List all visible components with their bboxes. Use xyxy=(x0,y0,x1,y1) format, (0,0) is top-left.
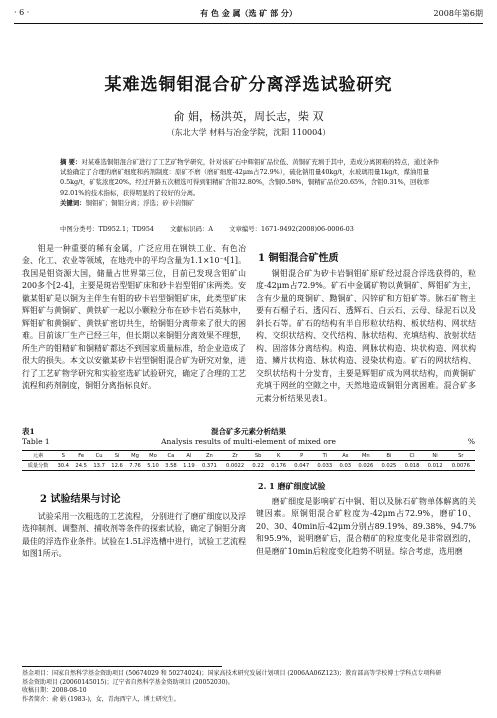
subsection-2-1-heading: 2. 1 磨矿细度试验 xyxy=(258,481,326,491)
footnote-rule xyxy=(22,666,222,667)
header-rule xyxy=(14,23,483,24)
table-1-title: 混合矿多元素分析结果 xyxy=(211,427,286,436)
table-1-unit: % xyxy=(467,437,475,446)
table-cell: 13.7 xyxy=(90,461,108,471)
table-header-cell: Ca xyxy=(162,451,180,461)
table-cell: 0.018 xyxy=(400,461,423,471)
journal-name: 有 色 金 属（选 矿 部 分） xyxy=(200,8,297,18)
table-header-element: 元素 xyxy=(22,451,54,461)
table-header-cell: Al xyxy=(180,451,198,461)
intro-paragraph: 钼是一种重要的稀有金属，广泛应用在钢铁工业、有色冶金、化工、农业等领域，在地壳中的平均含量为1.1×10⁻⁴[1]。我国是钼资源大国，储量占世界第三位，目前已发现含钼矿山200多个[2-4]，主要是斑岩型钼矿床和砂卡岩型钼矿床两类。安徽某钼矿是以铜为主伴生有钼的矽卡岩型铜钼矿床，此类型矿床辉钼矿与黄铜矿、黄铁矿一起以小颗粒分布在砂卡岩石英脉中，辉钼矿和黄铜矿、黄铁矿密切共生，给铜钼分离带来了很大的困难。目前该厂生产已经三年，但长期以来铜钼分离效果不理想，所生产的钼精矿和铜精矿都达不到国家质量标准，给企业造成了很大的损失。本文以安徽某矽卡岩型铜钼混合矿为研究对象，进行了工艺矿物学研究和实验室选矿试验研究，确定了合理的工艺流程和药剂制度，铜钼分离指标良好。 xyxy=(22,244,246,390)
section-1-text: 铜钼混合矿为矽卡岩铜钼矿原矿经过混合浮选获得的，粒度-42μm占72.9%。矿石中金属矿物以黄铜矿、辉钼矿为主，含有少量的斑铜矿、黝铜矿、闪锌矿和方铅矿等。脉石矿物主要有石榴子石、透闪石、透辉石、白云石、云母、绿泥石以及斜长石等。矿石的结构有半自形粒状结构、板状结构、网状结构、交织状结构、交代结构、脉状结构、充填结构、放射状结构、固溶体分离结构。构造、网脉状构造、块状构造、网状构造、鳞片状构造、脉状构造、浸染状构造。矿石的网状结构、交织状结构十分发育，主要是辉钼矿成为网状结构，而黄铜矿充填于网丝的空隙之中，天然地造成铜钼分离困难。混合矿多元素分析结果见表1。 xyxy=(256,269,476,403)
table-cell: 0.371 xyxy=(198,461,221,471)
table-header-cell: Fe xyxy=(72,451,90,461)
table-header-cell: S xyxy=(54,451,72,461)
table-cell: 0.03 xyxy=(336,461,354,471)
clc-number: 中图分类号：TD952.1；TD954 xyxy=(60,225,154,233)
table-cell: 30.4 xyxy=(54,461,72,471)
section-2-text: 试验采用一次粗选的工艺流程， 分别进行了磨矿细度以及浮选抑制剂、调整剂、捕收剂等条件的探索试验，确定了铜钼分离最佳的浮选作业条件。试验在1.5L浮选槽中进行，试验工艺流程如图1所示。 xyxy=(22,512,246,559)
author-bio: 作者简介：俞 娟 (1983-)，女，青海西宁人，博士研究生。 xyxy=(22,695,180,703)
section-1-heading: 1 铜钼混合矿性质 xyxy=(258,253,339,264)
issue-label: 2008年第6期 xyxy=(433,9,483,18)
table-cell: 12.6 xyxy=(108,461,126,471)
running-header xyxy=(14,8,483,22)
document-code: 文献标识码：A xyxy=(170,225,214,233)
table-header-cell: Ni xyxy=(424,451,447,461)
article-number: 文章编号：1671-9492(2008)06-0006-03 xyxy=(229,225,354,233)
table-header-row xyxy=(22,451,475,461)
paper-title: 某难选铜钼混合矿分离浮选试验研究 xyxy=(104,75,393,95)
subsection-2-1-text: 磨矿细度是影响矿石中铜、钼以及脉石矿物单体解离的关键因素。原铜钼混合矿粒度为-42μm占72.9%，磨矿10、20、30、40min后-42μm分别占89.19%、89.38%、94.7%和95.9%，说明磨矿后，混合精矿的粒度变化是非常剧烈的，但是磨矿10min后粒度变化趋势不明显。综合考虑，选用磨 xyxy=(256,497,476,556)
table-value-row xyxy=(22,461,475,471)
table-header-cell: Bi xyxy=(377,451,400,461)
table-cell: 0.176 xyxy=(267,461,290,471)
table-header-cell: Mn xyxy=(354,451,377,461)
page-number: · 6 · xyxy=(14,8,30,17)
footnote xyxy=(22,670,442,704)
table-1-label-en: Table 1 xyxy=(22,437,50,446)
table-header-cell: Cl xyxy=(400,451,423,461)
section-2-heading: 2 试验结果与讨论 xyxy=(40,494,121,505)
keywords-label: 关键词： xyxy=(60,198,86,207)
table-header-cell: Sr xyxy=(447,451,475,461)
table-header-cell: Mo xyxy=(144,451,162,461)
table-header-cell: Si xyxy=(108,451,126,461)
table-1 xyxy=(22,450,475,471)
table-1-label: 表1 xyxy=(22,427,35,436)
table-header-cell: As xyxy=(336,451,354,461)
table-cell: 5.10 xyxy=(144,461,162,471)
table-header-cell: Mg xyxy=(126,451,144,461)
table-1-title-en: Analysis results of multi-element of mixed ore xyxy=(161,437,336,446)
table-header-cell: Zn xyxy=(198,451,221,461)
table-cell: 0.0022 xyxy=(221,461,249,471)
classification-line xyxy=(60,224,440,233)
table-cell: 0.025 xyxy=(377,461,400,471)
funding-note: 基金项目：国家自然科学基金资助项目 (50674029 和 50274024)；国家高技术研究发展计划项目 (2006AA06Z123)；教育部高等学校博士学科点专项科研基金资助项目 (20060145015)；辽宁省自然科学基金资助项目 (20052030)。 xyxy=(22,670,442,686)
table-cell: 0.22 xyxy=(249,461,267,471)
table-header-cell: Zr xyxy=(221,451,249,461)
table-header-cell: K xyxy=(267,451,290,461)
table-header-cell: P xyxy=(290,451,313,461)
table-cell: 0.047 xyxy=(290,461,313,471)
keywords: 铜钼矿；铜钼分离；浮选；矽卡岩铜矿 xyxy=(85,198,195,207)
affiliation: （东北大学 材料与冶金学院，沈阳 110004） xyxy=(166,128,331,137)
table-row-label: 质量分数 xyxy=(22,461,54,471)
abstract-label: 摘 要： xyxy=(60,158,82,166)
table-header-cell: Sb xyxy=(249,451,267,461)
table-header-cell: Cu xyxy=(90,451,108,461)
author-list: 俞 娟，杨洪英，周长志，柴 双 xyxy=(173,110,324,123)
table-cell: 0.0076 xyxy=(447,461,475,471)
received-date: 收稿日期：2008-08-10 xyxy=(22,687,87,694)
table-cell: 0.026 xyxy=(354,461,377,471)
table-header-cell: Ti xyxy=(313,451,336,461)
table-cell: 24.5 xyxy=(72,461,90,471)
table-cell: 0.012 xyxy=(424,461,447,471)
table-cell: 1.19 xyxy=(180,461,198,471)
table-cell: 3.58 xyxy=(162,461,180,471)
abstract xyxy=(60,157,440,208)
table-cell: 7.76 xyxy=(126,461,144,471)
abstract-text: 对某难选铜钼混合矿进行了工艺矿物学研究，针对该矿石中辉钼矿品位低、黄铜矿充填于其中，造成分离困难的特点，通过条件试验确定了合理的磨矿细度和药剂制度：原矿不磨（磨矿细度-42μm占72.9%），硫化钠用量40kg/t，水玻璃用量1kg/t，煤油用量0.5kg/t，矿浆浓度20%。经过开路五次精选可得到钼精矿含钼32.80%，含铜0.58%，铜精矿品位20.65%，含钼0.31%，回收率92.01%的技术指标，获得明显的了较好的分离。 xyxy=(60,158,440,197)
table-cell: 0.033 xyxy=(313,461,336,471)
